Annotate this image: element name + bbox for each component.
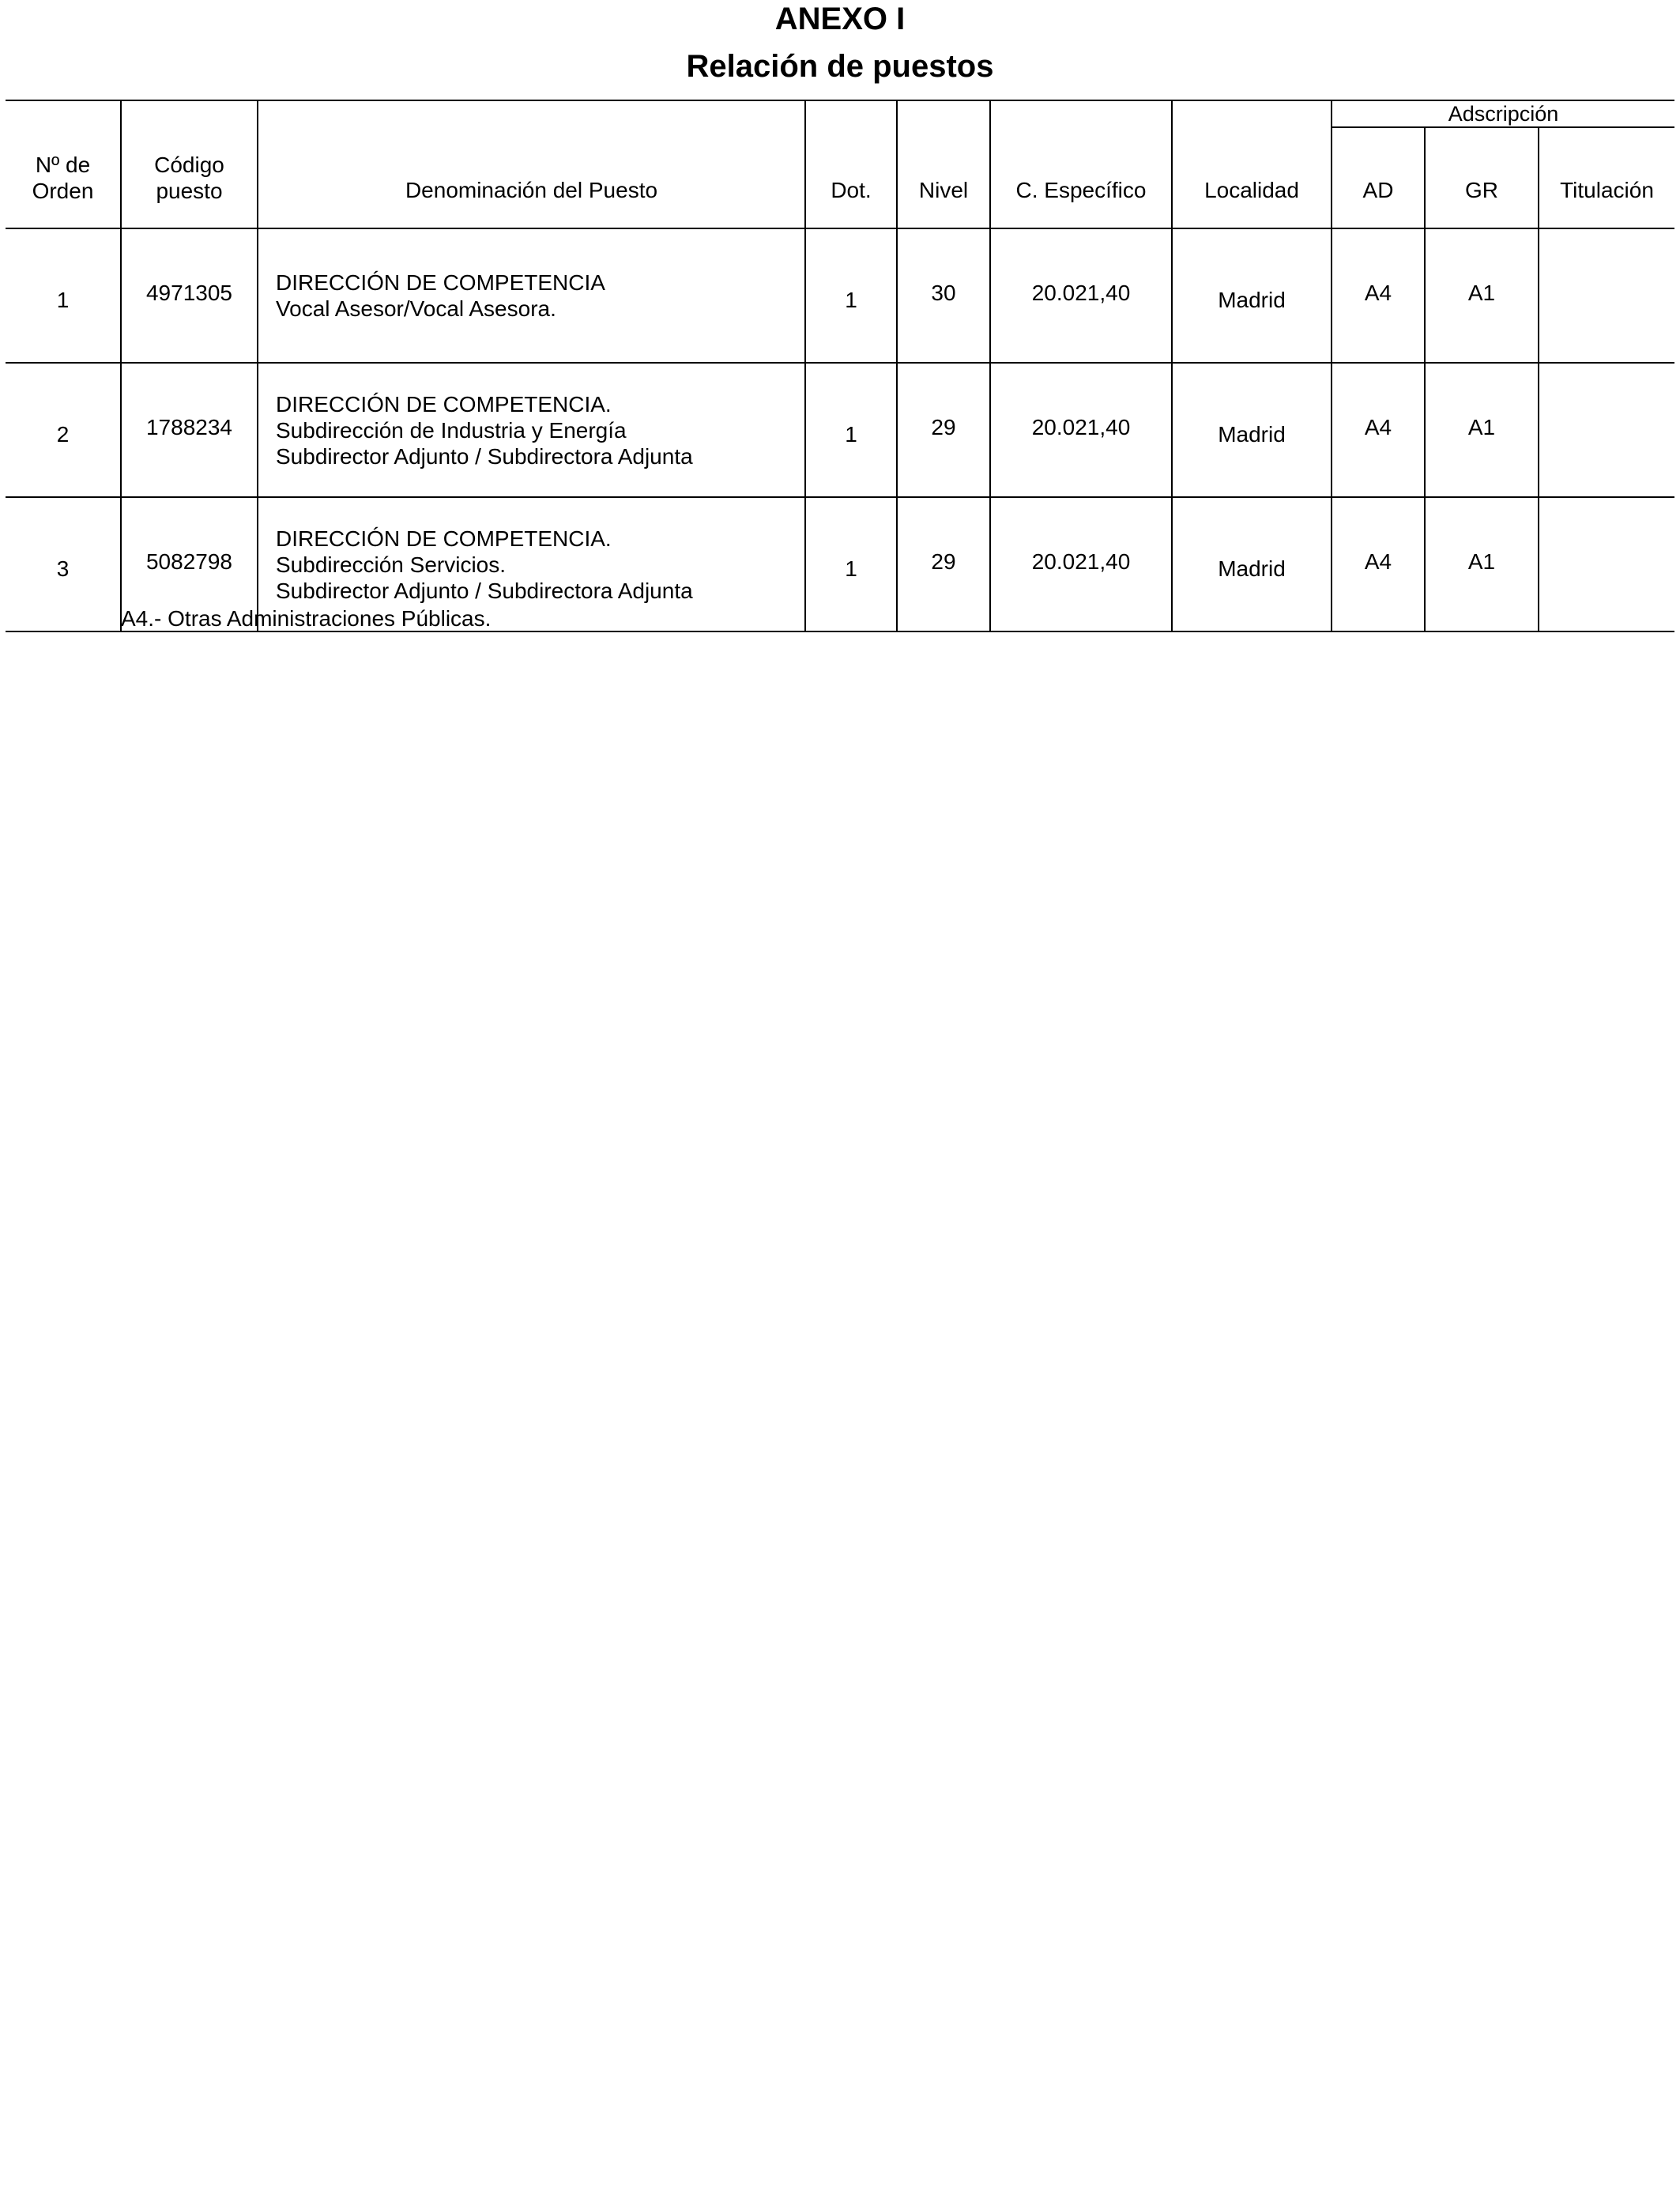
cell-especifico: 20.021,40 [990,363,1172,497]
header-adscripcion: Adscripción [1332,100,1674,127]
document-subtitle: Relación de puestos [686,49,994,84]
cell-gr: A1 [1425,363,1539,497]
header-ad: AD [1332,127,1425,228]
denominacion-line: DIRECCIÓN DE COMPETENCIA. [276,526,612,551]
cell-orden: 3 [6,497,121,631]
header-orden-line-1: Nº de [35,153,91,177]
header-codigo-line-1: Código [154,153,224,177]
cell-codigo: 1788234 [121,363,258,497]
cell-ad: A4 [1332,497,1425,631]
header-codigo-line-2: puesto [156,179,223,203]
document-title: ANEXO I [774,2,906,36]
cell-especifico: 20.021,40 [990,497,1172,631]
header-orden [6,100,121,228]
header-localidad: Localidad [1172,100,1332,228]
denominacion-line: Subdirección de Industria y Energía [276,417,627,443]
cell-nivel: 29 [897,497,990,631]
puestos-table [6,100,1674,632]
cell-especifico: 20.021,40 [990,228,1172,363]
cell-localidad: Madrid [1172,497,1332,631]
cell-dot: 1 [805,497,897,631]
denominacion-line: Subdirector Adjunto / Subdirectora Adjunta [276,443,693,469]
cell-nivel: 30 [897,228,990,363]
header-nivel: Nivel [897,100,990,228]
header-denominacion: Denominación del Puesto [258,100,805,228]
cell-nivel: 29 [897,363,990,497]
cell-localidad: Madrid [1172,228,1332,363]
header-titulacion: Titulación [1539,127,1674,228]
table-row [6,228,1674,363]
cell-titulacion [1539,363,1674,497]
cell-orden: 1 [6,228,121,363]
cell-dot: 1 [805,363,897,497]
cell-localidad: Madrid [1172,363,1332,497]
cell-codigo: 5082798 [121,497,258,631]
denominacion-line: DIRECCIÓN DE COMPETENCIA [276,270,605,295]
footnote: A4.- Otras Administraciones Públicas. [121,606,492,631]
cell-ad: A4 [1332,228,1425,363]
cell-orden: 2 [6,363,121,497]
cell-dot: 1 [805,228,897,363]
table-row [6,363,1674,497]
denominacion-line: Subdirección Servicios. [276,552,507,577]
cell-gr: A1 [1425,497,1539,631]
cell-denominacion [258,363,805,497]
cell-titulacion [1539,228,1674,363]
cell-codigo: 4971305 [121,228,258,363]
cell-gr: A1 [1425,228,1539,363]
header-codigo [121,100,258,228]
cell-denominacion [258,228,805,363]
header-dot: Dot. [805,100,897,228]
cell-ad: A4 [1332,363,1425,497]
denominacion-line: Vocal Asesor/Vocal Asesora. [276,296,556,321]
header-especifico: C. Específico [990,100,1172,228]
cell-titulacion [1539,497,1674,631]
denominacion-line: Subdirector Adjunto / Subdirectora Adjunta [276,578,693,603]
header-orden-line-2: Orden [32,179,94,203]
denominacion-line: DIRECCIÓN DE COMPETENCIA. [276,391,612,417]
header-gr: GR [1425,127,1539,228]
